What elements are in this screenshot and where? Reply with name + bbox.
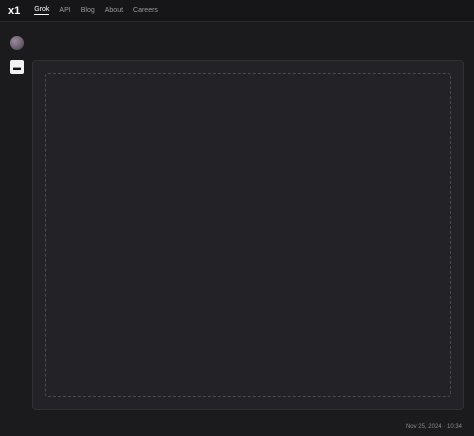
message-body-placeholder (45, 73, 451, 397)
nav-link-about[interactable]: About (104, 7, 124, 14)
brand-logo[interactable]: x1 (8, 4, 21, 17)
message-timestamp: Nov 25, 2024 · 10:34 (405, 424, 462, 430)
nav-link-blog[interactable]: Blog (80, 7, 95, 14)
assistant-avatar-icon: ▬ (10, 60, 24, 74)
user-avatar (10, 36, 24, 50)
user-message-row (0, 22, 474, 60)
nav-link-grok[interactable]: Grok (34, 6, 50, 13)
assistant-message-row (0, 60, 474, 410)
assistant-message-card (32, 60, 464, 410)
nav-link-api[interactable]: API (59, 7, 71, 14)
top-navigation (0, 0, 474, 22)
nav-link-careers[interactable]: Careers (133, 7, 158, 14)
